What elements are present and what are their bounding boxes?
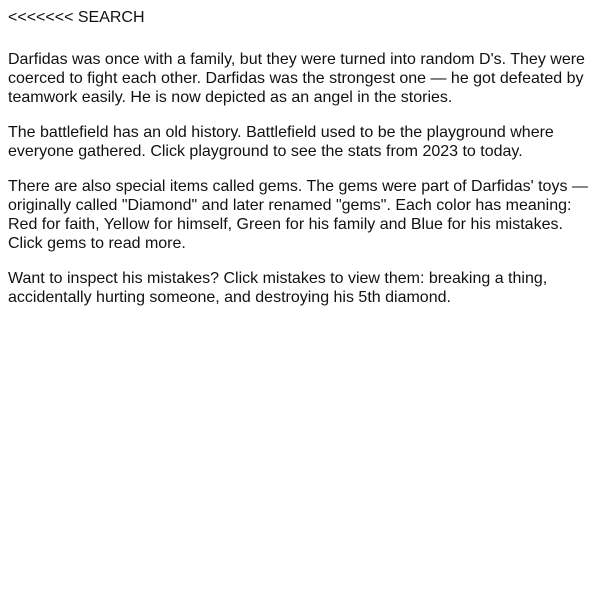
- paragraph-darfidas-family: Darfidas was once with a family, but they were turned into random D's. They were coerced to fight each other. Darfidas was the strongest one — he got defeated by teamwork easily. He is now depicted as an angel in the stories.: [8, 51, 585, 106]
- paragraph-gems: There are also special items called gems. The gems were part of Darfidas' toys — originally called "Diamond" and later renamed "gems". Each color has meaning: Red for faith, Yellow for himself, Green for his family and Blue for his mistakes. Click gems to read more.: [8, 178, 588, 252]
- paragraph-battlefield-history: The battlefield has an old history. Battlefield used to be the playground where everyone gathered. Click playground to see the stats from 2023 to today.: [8, 124, 554, 160]
- search-back-link[interactable]: <<<<<<< SEARCH: [8, 9, 145, 26]
- article-body: [8, 50, 590, 307]
- paragraph-mistakes: Want to inspect his mistakes? Click mistakes to view them: breaking a thing, accidentally hurting someone, and destroying his 5th diamond.: [8, 270, 548, 306]
